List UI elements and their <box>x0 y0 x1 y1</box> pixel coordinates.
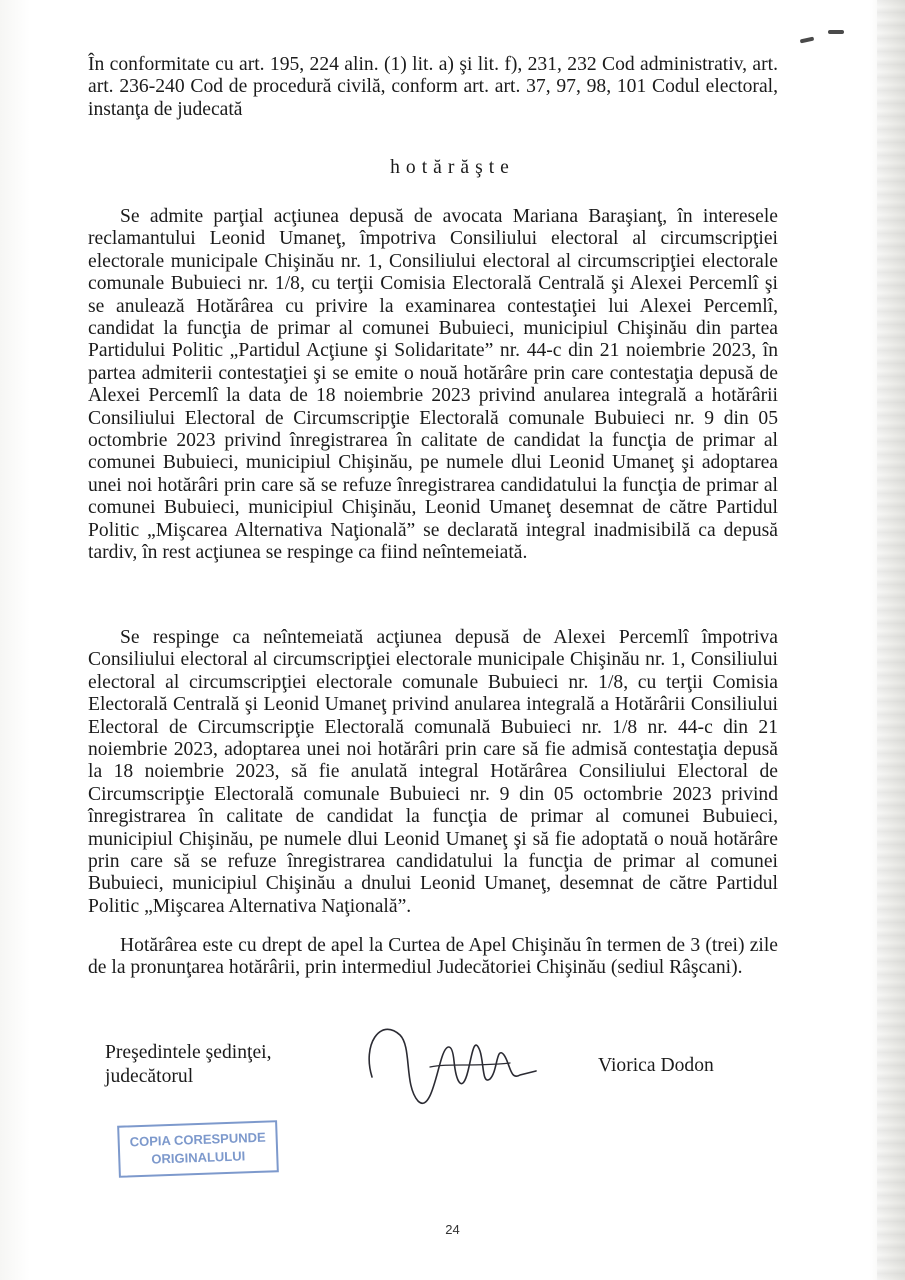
certified-copy-stamp <box>117 1120 279 1178</box>
intro-paragraph: În conformitate cu art. 195, 224 alin. (1) lit. a) şi lit. f), 231, 232 Cod administrativ, art. art. 236-240 Cod de procedură civilă, conform art. art. 37, 97, 98, 101 Codul electoral, instanţa de judecată <box>88 54 778 120</box>
paragraph-appeal-right: Hotărârea este cu drept de apel la Curtea de Apel Chişinău în termen de 3 (trei) zile de la pronunţarea hotărârii, prin intermediul Judecătoriei Chişinău (sediul Râşcani). <box>88 935 778 979</box>
signatory-role-line2: judecătorul <box>105 1066 194 1087</box>
scan-edge-shadow <box>877 0 905 1280</box>
handwritten-signature <box>360 1005 540 1115</box>
paragraph-rejection: Se respinge ca neîntemeiată acţiunea depusă de Alexei Percemlî împotriva Consiliului electoral al circumscripţiei electorale municipale Chişinău nr. 1, Consiliului electoral al circumscripţiei electorale comunale Bubuieci nr. 1/8, cu terţii Comisia Electorală Centrală şi Leonid Umaneţ privind anularea integrală a Hotărârii Consiliului Electoral de Circumscripţie Electorală comunală Bubuieci nr. 1/8 nr. 44-c din 21 noiembrie 2023, adoptarea unei noi hotărâri prin care să fie admisă contestaţia depusă la 18 noiembrie 2023, să fie anulată integral Hotărârea Consiliului Electoral de Circumscripţie Electorală comunale Bubuieci nr. 9 din 05 octombrie 2023 privind înregistrarea în calitate de candidat la funcţia de primar al comunei Bubuieci, municipiul Chişinău, pe numele dlui Leonid Umaneţ şi să fie adoptată o nouă hotărâre prin care să se refuze înregistrarea candidatului la funcţia de primar al comunei Bubuieci, municipiul Chişinău a dnului Leonid Umaneţ, desemnat de către Partidul Politic „Mişcarea Alternativa Naţională”. <box>88 627 778 917</box>
scan-mark <box>828 30 844 34</box>
signatory-role <box>105 1041 272 1089</box>
page-number: 24 <box>445 1222 460 1237</box>
scan-mark <box>800 37 815 44</box>
judge-name: Viorica Dodon <box>598 1055 714 1076</box>
decision-heading: hotărăşte <box>390 157 515 178</box>
stamp-line2: ORIGINALULUI <box>151 1148 246 1167</box>
stamp-line1: COPIA CORESPUNDE <box>129 1129 266 1150</box>
signatory-role-line1: Preşedintele şedinţei, <box>105 1042 272 1063</box>
paragraph-partial-admission: Se admite parţial acţiunea depusă de avocata Mariana Baraşianţ, în interesele reclamantului Leonid Umaneţ, împotriva Consiliului electoral al circumscripţiei electorale municipale Chişinău nr. 1, Consiliului electoral al circumscripţiei electorale comunale Bubuieci nr. 1/8, cu terţii Comisia Electorală Centrală şi Alexei Percemlî şi se anulează Hotărârea cu privire la examinarea contestaţiei lui Alexei Percemlî, candidat la funcţia de primar al comunei Bubuieci, municipiul Chişinău din partea Partidului Politic „Partidul Acţiune şi Solidaritate” nr. 44-c din 21 noiembrie 2023, în partea admiterii contestaţiei şi se emite o nouă hotărâre prin care contestaţia depusă de Alexei Percemlî la data de 18 noiembrie 2023 privind anularea integrală a hotărârii Consiliului Electoral de Circumscripţie Electorală comunale Bubuieci nr. 9 din 05 octombrie 2023 privind înregistrarea în calitate de candidat la funcţia de primar al comunei Bubuieci, municipiul Chişinău, pe numele dlui Leonid Umaneţ şi adoptarea unei noi hotărâri prin care să se refuze înregistrarea candidatului la funcţia de primar al comunei Bubuieci, municipiul Chişinău, Leonid Umaneţ desemnat de către Partidul Politic „Mişcarea Alternativa Naţională” se declarată integral inadmisibilă ca depusă tardiv, în rest acţiunea se respinge ca fiind neîntemeiată. <box>88 206 778 564</box>
